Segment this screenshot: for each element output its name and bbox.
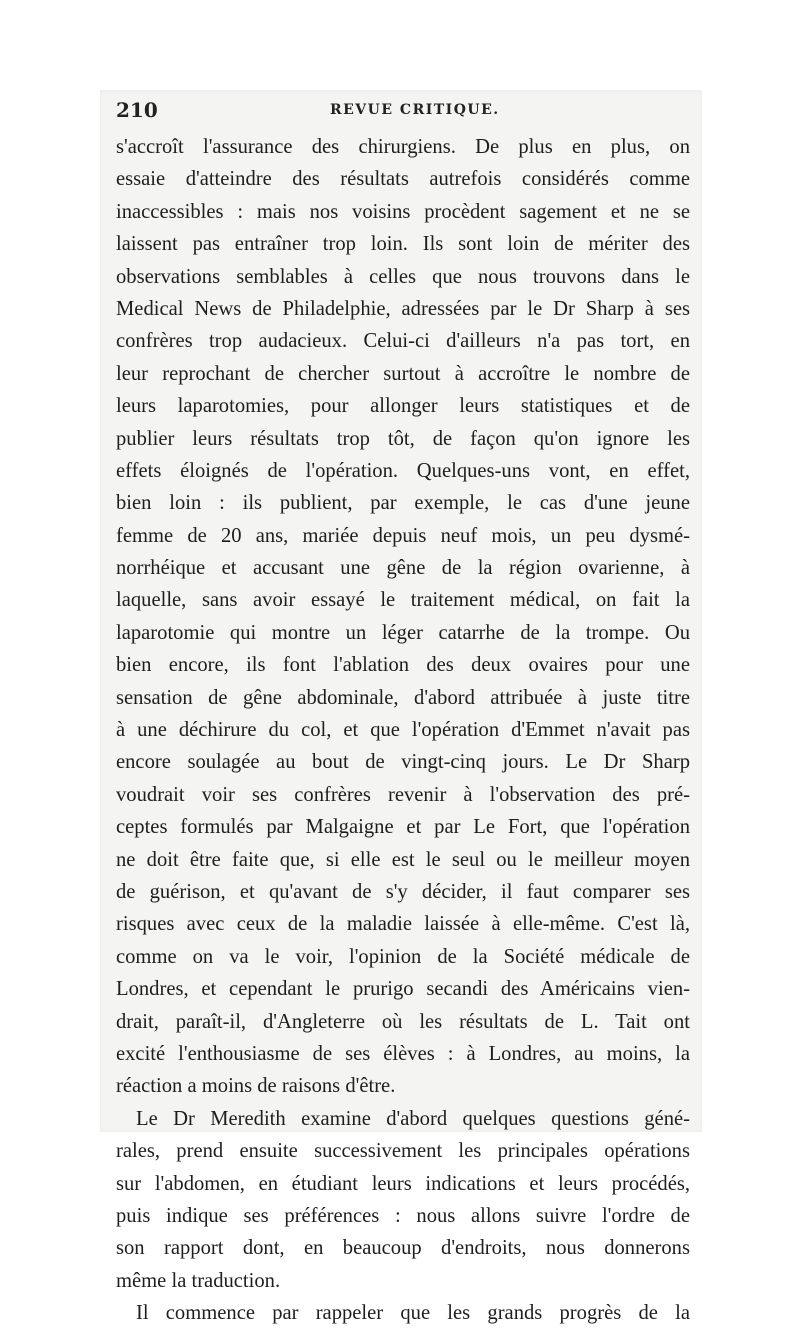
text-line: son rapport dont, en beaucoup d'endroits, nous donnerons xyxy=(116,1237,690,1260)
text-line: ne doit être faite que, si elle est le seul ou le meilleur moyen xyxy=(116,848,690,871)
text-line: leur reprochant de chercher surtout à accroître le nombre de xyxy=(116,362,690,385)
text-line: même la traduction. xyxy=(116,1269,281,1292)
page-header xyxy=(116,98,702,128)
text-line: rales, prend ensuite successivement les principales opérations xyxy=(116,1140,690,1163)
text-line: confrères trop audacieux. Celui-ci d'ailleurs n'a pas tort, en xyxy=(116,330,690,353)
text-line: puis indique ses préférences : nous allons suivre l'ordre de xyxy=(116,1204,690,1227)
text-line: sensation de gêne abdominale, d'abord attribuée à juste titre xyxy=(116,686,690,709)
text-line: sur l'abdomen, en étudiant leurs indications et leurs procédés, xyxy=(116,1172,690,1195)
page-number: 210 xyxy=(116,98,158,122)
text-line: excité l'enthousiasme de ses élèves : à Londres, au moins, la xyxy=(116,1042,690,1065)
text-line: laissent pas entraîner trop loin. Ils sont loin de mériter des xyxy=(116,233,690,256)
text-line: s'accroît l'assurance des chirurgiens. De plus en plus, on xyxy=(116,136,690,158)
text-line: à une déchirure du col, et que l'opération d'Emmet n'avait pas xyxy=(116,719,690,742)
text-line: Londres, et cependant le prurigo secandi des Américains vien- xyxy=(116,978,690,1001)
text-line: risques avec ceux de la maladie laissée à elle-même. C'est là, xyxy=(116,913,690,936)
text-line: bien encore, ils font l'ablation des deux ovaires pour une xyxy=(116,654,690,677)
text-line: observations semblables à celles que nous trouvons dans le xyxy=(116,265,690,288)
text-line: Il commence par rappeler que les grands progrès de la xyxy=(136,1302,690,1325)
text-line: Le Dr Meredith examine d'abord quelques questions géné- xyxy=(136,1107,690,1130)
running-title: REVUE CRITIQUE. xyxy=(330,102,500,118)
text-line: inaccessibles : mais nos voisins procèdent sagement et ne se xyxy=(116,200,690,223)
text-line: laquelle, sans avoir essayé le traitement médical, on fait la xyxy=(116,589,690,612)
body-text xyxy=(116,131,690,1329)
text-line: femme de 20 ans, mariée depuis neuf mois, un peu dysmé- xyxy=(116,524,690,547)
text-line: réaction a moins de raisons d'être. xyxy=(116,1075,396,1098)
text-line: publier leurs résultats trop tôt, de façon qu'on ignore les xyxy=(116,427,690,450)
text-line: Medical News de Philadelphie, adressées par le Dr Sharp à ses xyxy=(116,297,690,320)
text-line: leurs laparotomies, pour allonger leurs statistiques et de xyxy=(116,395,690,418)
text-line: norrhéique et accusant une gêne de la région ovarienne, à xyxy=(116,557,690,580)
text-line: encore soulagée au bout de vingt-cinq jours. Le Dr Sharp xyxy=(116,751,690,774)
text-line: voudrait voir ses confrères revenir à l'observation des pré- xyxy=(116,783,690,806)
text-line: ceptes formulés par Malgaigne et par Le Fort, que l'opération xyxy=(116,816,690,839)
text-line: essaie d'atteindre des résultats autrefois considérés comme xyxy=(116,168,690,191)
text-line: effets éloignés de l'opération. Quelques-uns vont, en effet, xyxy=(116,459,690,482)
text-line: de guérison, et qu'avant de s'y décider, il faut comparer ses xyxy=(116,880,690,903)
text-line: laparotomie qui montre un léger catarrhe de la trompe. Ou xyxy=(116,621,690,644)
text-line: bien loin : ils publient, par exemple, le cas d'une jeune xyxy=(116,492,690,515)
text-line: drait, paraît-il, d'Angleterre où les résultats de L. Tait ont xyxy=(116,1010,690,1033)
text-line: comme on va le voir, l'opinion de la Société médicale de xyxy=(116,945,690,968)
